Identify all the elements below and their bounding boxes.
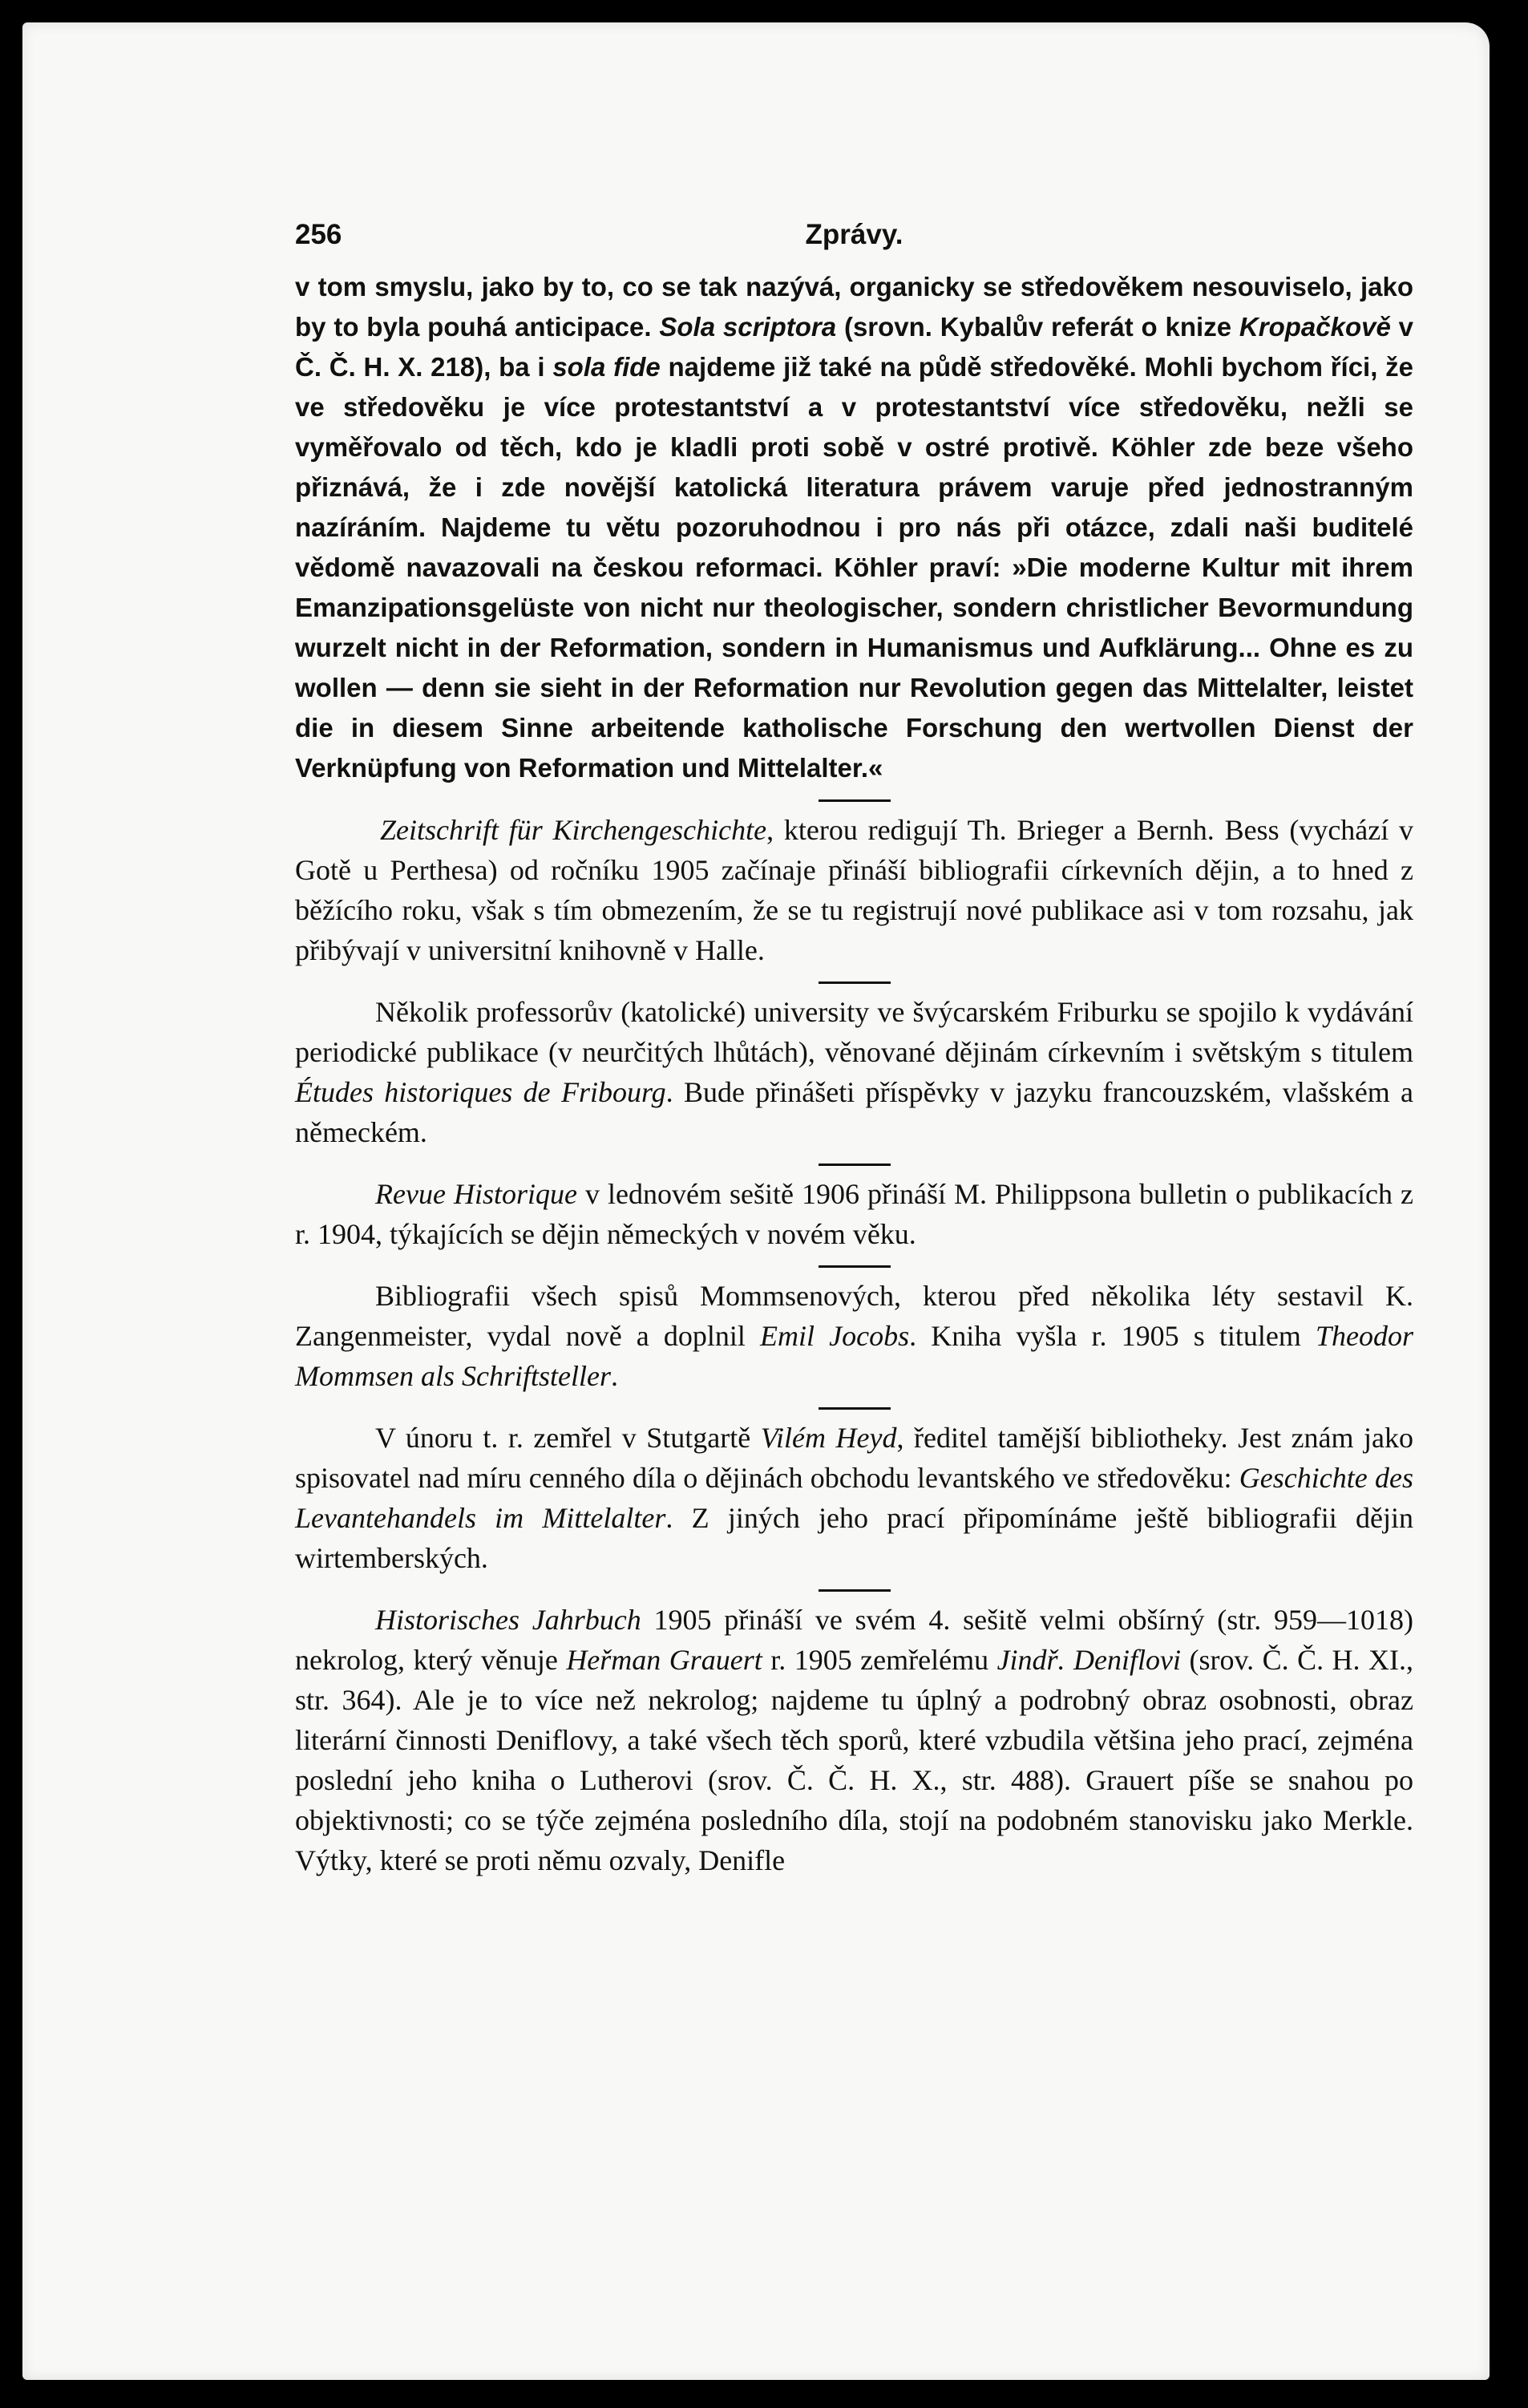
italic-title-text: Revue Historique	[375, 1178, 577, 1210]
body-text: (srovn. Kybalův referát o knize	[836, 312, 1239, 342]
section-divider	[819, 981, 891, 984]
body-text: .	[610, 1360, 618, 1392]
paragraph-etudes-fribourg	[295, 992, 1413, 1152]
italic-title-text: Theodor Mommsen als Schriftsteller	[295, 1320, 1413, 1392]
paragraph-zeitschrift-kirchengeschichte	[295, 810, 1413, 970]
italic-title-text: Historisches Jahrbuch	[375, 1604, 641, 1636]
running-head	[295, 219, 1413, 267]
page-number: 256	[295, 219, 342, 250]
paragraph-historisches-jahrbuch	[295, 1600, 1413, 1880]
section-divider	[819, 1589, 891, 1592]
body-text: r. 1905 zemřelému	[762, 1644, 997, 1676]
body-text: 1905 přináší ve svém 4. sešitě velmi obšírný (str. 959—1018) nekrolog, který věnuje	[295, 1604, 1414, 1676]
section-divider	[819, 1265, 891, 1268]
body-text: (srov. Č. Č. H. XI., str. 364). Ale je to více než nekrolog; najdeme tu úplný a podrobný obraz osobnosti, obraz literární činnosti Deniflovy, a také všech těch sporů, které vzbudila většina jeho prací, zejména poslední jeho kniha o Lutherovi (srov. Č. Č. H. X., str. 488). Grauert píše se snahou po objektivnosti; co se týče zejména posledního díla, stojí na podobném stanovisku jako Merkle. Výtky, které se proti němu ozvaly, Denifle	[295, 1644, 1414, 1876]
italic-title-text: Heřman Grauert	[566, 1644, 762, 1676]
section-title: Zprávy.	[805, 219, 903, 250]
body-text: najdeme již také na půdě středověké. Mohli bychom říci, že ve středověku je více protestantství a v protestantství více středověku, nežli se vyměřovalo od těch, kdo je kladli proti sobě v ostré protivě. Köhler zde beze všeho přiznává, že i zde novější katolická literatura právem varuje před jednostranným nazíráním. Najdeme tu větu pozoruhodnou i pro nás při otázce, zdali naši buditelé vědomě navazovali na českou reformaci. Köhler praví: »Die moderne Kultur mit ihrem Emanzipationsgelüste von nicht nur theologischer, sondern christlicher Bevormundung wurzelt nicht in der Reformation, sondern in Humanismus und Aufklärung... Ohne es zu wollen — denn sie sieht in der Reformation nur Revolution gegen das Mittelalter, leistet die in diesem Sinne arbeitende katholische Forschung den wertvollen Dienst der Verknüpfung von Reformation und Mittelalter.«	[295, 352, 1413, 783]
paragraph-heyd-obituary	[295, 1418, 1413, 1578]
body-text: v lednovém sešitě 1906 přináší M. Philippsona bulletin o publikacích z r. 1904, týkajících se dějin německých v novém věku.	[295, 1178, 1413, 1250]
section-divider	[819, 799, 891, 802]
body-text: . Z jiných jeho prací připomínáme ještě bibliografii dějin wirtemberských.	[295, 1502, 1413, 1574]
section-divider	[819, 1164, 891, 1166]
body-text: . Bude přinášeti příspěvky v jazyku francouzském, vlašském a německém.	[295, 1076, 1414, 1148]
paragraph-kohler-review	[295, 267, 1413, 788]
italic-title-text: Vilém Heyd	[760, 1422, 897, 1454]
italic-title-text: Zeitschrift für Kirchengeschichte	[380, 814, 767, 846]
italic-title-text: Études historiques de Fribourg	[295, 1076, 666, 1108]
italic-title-text: Jindř. Deniflovi	[996, 1644, 1181, 1676]
body-text: , kterou redigují Th. Brieger a Bernh. Bess (vychází v Gotě u Perthesa) od ročníku 1905 začínaje přináší bibliografii církevních dějin, a to hned z běžícího roku, však s tím obmezením, že se tu registrují nové publikace asi v tom rozsahu, jak přibývají v universitní knihovně v Halle.	[295, 814, 1414, 966]
italic-title-text: Emil Jocobs	[760, 1320, 910, 1352]
italic-title-text: Kropačkově	[1239, 312, 1391, 342]
section-divider	[819, 1407, 891, 1410]
body-text: . Kniha vyšla r. 1905 s titulem	[909, 1320, 1316, 1352]
body-text: v tom smyslu, jako by to, co se tak nazývá, organicky se středověkem nesouviselo, jako by to byla pouhá anticipace.	[295, 272, 1413, 342]
body-text: Bibliografii všech spisů Mommsenových, kterou před několika léty sestavil K. Zangenmeister, vydal nově a doplnil	[295, 1280, 1413, 1352]
body-text: , ředitel tamější bibliotheky. Jest znám jako spisovatel nad míru cenného díla o dějinách obchodu levantského ve středověku:	[295, 1422, 1414, 1494]
body-text: V únoru t. r. zemřel v Stutgartě	[375, 1422, 761, 1454]
paragraph-mommsen-bibliography	[295, 1276, 1413, 1396]
text-column	[295, 219, 1413, 1880]
italic-title-text: Sola scriptora	[659, 312, 837, 342]
page-sheet	[22, 22, 1490, 2380]
body-text: v Č. Č. H. X. 218), ba i	[295, 312, 1413, 382]
paragraph-revue-historique	[295, 1174, 1413, 1254]
italic-title-text: sola fide	[552, 352, 661, 382]
italic-title-text: Geschichte des Levantehandels im Mittelalter	[295, 1462, 1413, 1534]
body-text: Několik professorův (katolické) university ve švýcarském Friburku se spojilo k vydávání periodické publikace (v neurčitých lhůtách), věnované dějinám církevním i světským s titulem	[295, 996, 1413, 1068]
